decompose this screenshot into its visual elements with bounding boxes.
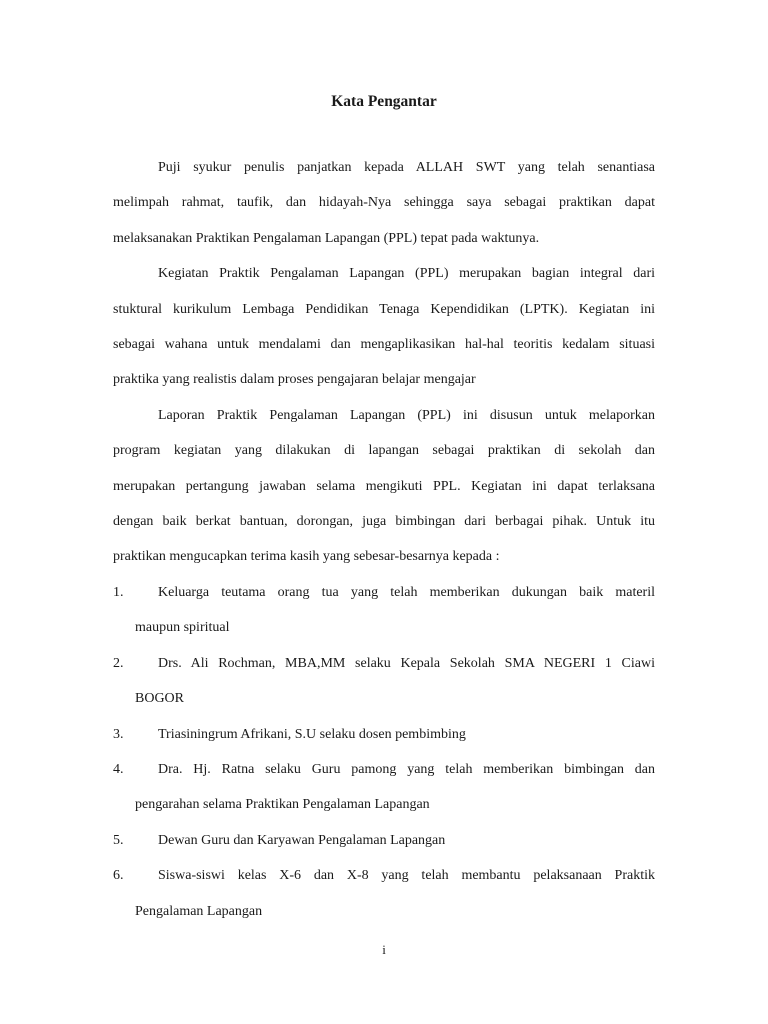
list-line: BOGOR bbox=[135, 691, 185, 707]
paragraph-line: praktikan mengucapkan terima kasih yang sebesar-besarnya kepada : bbox=[113, 549, 500, 565]
list-item bbox=[113, 752, 655, 823]
paragraph-line: sebagai wahana untuk mendalami dan mengaplikasikan hal-hal teoritis kedalam situasi bbox=[113, 337, 655, 353]
list-line: Dra. Hj. Ratna selaku Guru pamong yang telah memberikan bimbingan dan bbox=[158, 761, 655, 777]
list-number: 6. bbox=[113, 868, 124, 884]
list-line: Dewan Guru dan Karyawan Pengalaman Lapangan bbox=[158, 832, 446, 848]
list-item bbox=[113, 858, 655, 929]
paragraph-line: Laporan Praktik Pengalaman Lapangan (PPL) ini disusun untuk melaporkan bbox=[158, 407, 655, 423]
paragraph-line: Puji syukur penulis panjatkan kepada ALLAH SWT yang telah senantiasa bbox=[158, 160, 655, 175]
list-line: maupun spiritual bbox=[135, 620, 230, 636]
paragraph-line: merupakan pertangung jawaban selama mengikuti PPL. Kegiatan ini dapat terlaksana bbox=[113, 478, 655, 494]
paragraph-line: stuktural kurikulum Lembaga Pendidikan Tenaga Kependidikan (LPTK). Kegiatan ini bbox=[113, 301, 655, 317]
list-number: 5. bbox=[113, 832, 124, 848]
list-number: 3. bbox=[113, 726, 124, 742]
list-item bbox=[113, 717, 655, 752]
list-number: 1. bbox=[113, 584, 124, 600]
paragraph-line: melaksanakan Praktikan Pengalaman Lapangan (PPL) tepat pada waktunya. bbox=[113, 230, 540, 246]
list-item bbox=[113, 646, 655, 717]
list-line: pengarahan selama Praktikan Pengalaman Lapangan bbox=[135, 797, 430, 813]
list-line: Drs. Ali Rochman, MBA,MM selaku Kepala Sekolah SMA NEGERI 1 Ciawi bbox=[158, 655, 655, 671]
paragraph-line: praktika yang realistis dalam proses pengajaran belajar mengajar bbox=[113, 372, 476, 388]
list-item bbox=[113, 575, 655, 646]
paragraph-2 bbox=[113, 256, 655, 398]
list-line: Triasiningrum Afrikani, S.U selaku dosen pembimbing bbox=[158, 726, 466, 742]
paragraph-line: dengan baik berkat bantuan, dorongan, juga bimbingan dari berbagai pihak. Untuk itu bbox=[113, 514, 655, 530]
page-number: i bbox=[382, 942, 386, 957]
paragraph-1 bbox=[113, 150, 655, 256]
paragraph-3 bbox=[113, 398, 655, 575]
list-item bbox=[113, 823, 655, 858]
document-body bbox=[113, 150, 655, 929]
list-line: Pengalaman Lapangan bbox=[135, 903, 263, 919]
list-number: 2. bbox=[113, 655, 124, 671]
list-line: Siswa-siswi kelas X-6 dan X-8 yang telah membantu pelaksanaan Praktik bbox=[158, 868, 655, 884]
paragraph-line: Kegiatan Praktik Pengalaman Lapangan (PPL) merupakan bagian integral dari bbox=[158, 266, 655, 282]
list-line: Keluarga teutama orang tua yang telah memberikan dukungan baik materil bbox=[158, 584, 655, 600]
paragraph-line: melimpah rahmat, taufik, dan hidayah-Nya sehingga saya sebagai praktikan dapat bbox=[113, 195, 655, 211]
list-number: 4. bbox=[113, 761, 124, 777]
paragraph-line: program kegiatan yang dilakukan di lapangan sebagai praktikan di sekolah dan bbox=[113, 443, 655, 459]
page-title: Kata Pengantar bbox=[331, 93, 437, 110]
